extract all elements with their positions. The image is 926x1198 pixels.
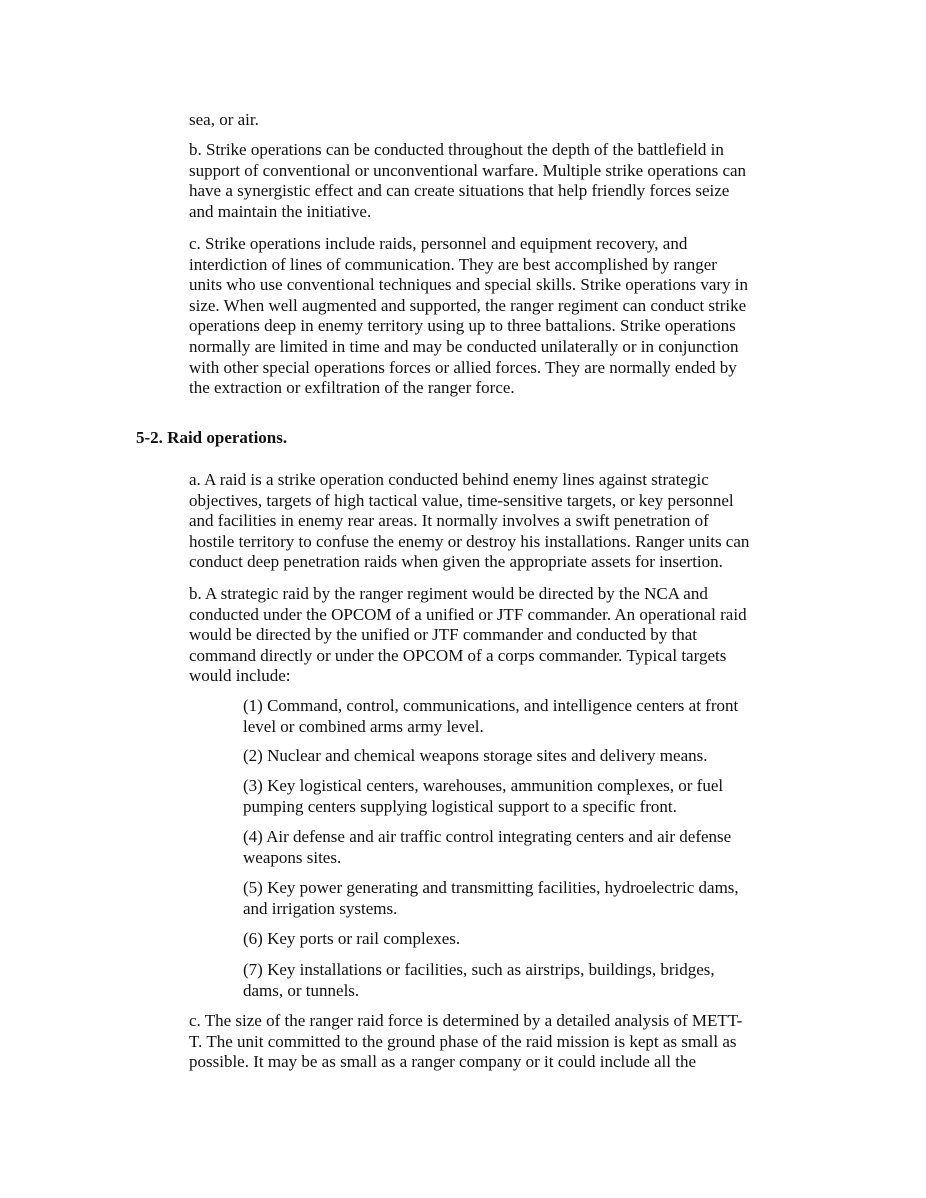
text-line: and maintain the initiative.: [189, 201, 372, 221]
text-line: pumping centers supplying logistical support to a specific front.: [243, 796, 677, 816]
text-line: units who use conventional techniques and special skills. Strike operations vary in: [189, 275, 748, 295]
text-line: c. The size of the ranger raid force is determined by a detailed analysis of METT-: [189, 1011, 743, 1030]
paragraph-b-strike-depth: [189, 140, 746, 222]
list-item-5: [243, 878, 739, 919]
text-line: c. Strike operations include raids, personnel and equipment recovery, and: [189, 234, 688, 253]
text-line: have a synergistic effect and can create situations that help friendly forces seize: [189, 181, 730, 201]
paragraph-continuation: [189, 110, 259, 131]
text-line: a. A raid is a strike operation conducted behind enemy lines against strategic: [189, 470, 709, 489]
text-line: operations deep in enemy territory using up to three battalions. Strike operations: [189, 316, 736, 336]
list-item-6: [243, 929, 460, 950]
text-line: with other special operations forces or allied forces. They are normally ended by: [189, 357, 737, 377]
text-line: hostile territory to confuse the enemy or destroy his installations. Ranger units can: [189, 531, 750, 551]
paragraph-b-strategic-raid: [189, 584, 747, 687]
text-line: (2) Nuclear and chemical weapons storage sites and delivery means.: [243, 746, 708, 765]
text-line: (7) Key installations or facilities, such as airstrips, buildings, bridges,: [243, 960, 715, 979]
text-line: (3) Key logistical centers, warehouses, ammunition complexes, or fuel: [243, 776, 724, 795]
text-line: normally are limited in time and may be conducted unilaterally or in conjunction: [189, 336, 739, 356]
text-line: (5) Key power generating and transmitting facilities, hydroelectric dams,: [243, 878, 739, 897]
text-line: conducted under the OPCOM of a unified or JTF commander. An operational raid: [189, 604, 747, 624]
list-item-4: [243, 827, 731, 868]
text-line: weapons sites.: [243, 847, 342, 867]
text-line: and irrigation systems.: [243, 898, 398, 918]
text-line: (1) Command, control, communications, and intelligence centers at front: [243, 696, 739, 715]
text-line: objectives, targets of high tactical value, time-sensitive targets, or key personnel: [189, 490, 734, 510]
text-line: support of conventional or unconventional warfare. Multiple strike operations can: [189, 160, 747, 180]
text-line: conduct deep penetration raids when given the appropriate assets for insertion.: [189, 552, 723, 572]
paragraph-a-raid-definition: [189, 470, 749, 573]
text-line: size. When well augmented and supported, the ranger regiment can conduct strike: [189, 295, 747, 315]
list-item-1: [243, 696, 738, 737]
paragraph-c-raid-force-size: [189, 1011, 742, 1073]
list-item-7: [243, 960, 715, 1001]
text-line: (6) Key ports or rail complexes.: [243, 929, 461, 948]
list-item-2: [243, 746, 708, 767]
text-line: would be directed by the unified or JTF commander and conducted by that: [189, 625, 697, 645]
section-heading: [136, 428, 287, 449]
text-line: possible. It may be as small as a ranger company or it could include all the: [189, 1052, 697, 1072]
text-line: command directly or under the OPCOM of a corps commander. Typical targets: [189, 645, 727, 665]
text-line: the extraction or exfiltration of the ranger force.: [189, 378, 515, 398]
list-item-3: [243, 776, 723, 817]
text-line: interdiction of lines of communication. They are best accomplished by ranger: [189, 254, 717, 274]
text-line: b. A strategic raid by the ranger regiment would be directed by the NCA and: [189, 584, 708, 603]
text-line: and facilities in enemy rear areas. It normally involves a swift penetration of: [189, 511, 709, 531]
text-line: (4) Air defense and air traffic control integrating centers and air defense: [243, 827, 732, 846]
text-line: level or combined arms army level.: [243, 716, 484, 736]
text-line: b. Strike operations can be conducted throughout the depth of the battlefield in: [189, 140, 724, 159]
text-line: T. The unit committed to the ground phase of the raid mission is kept as small as: [189, 1031, 737, 1051]
text-line: would include:: [189, 666, 291, 686]
text-line: sea, or air.: [189, 110, 259, 129]
text-line: dams, or tunnels.: [243, 980, 360, 1000]
paragraph-c-strike-types: [189, 234, 748, 399]
text-line: 5-2. Raid operations.: [136, 428, 288, 447]
